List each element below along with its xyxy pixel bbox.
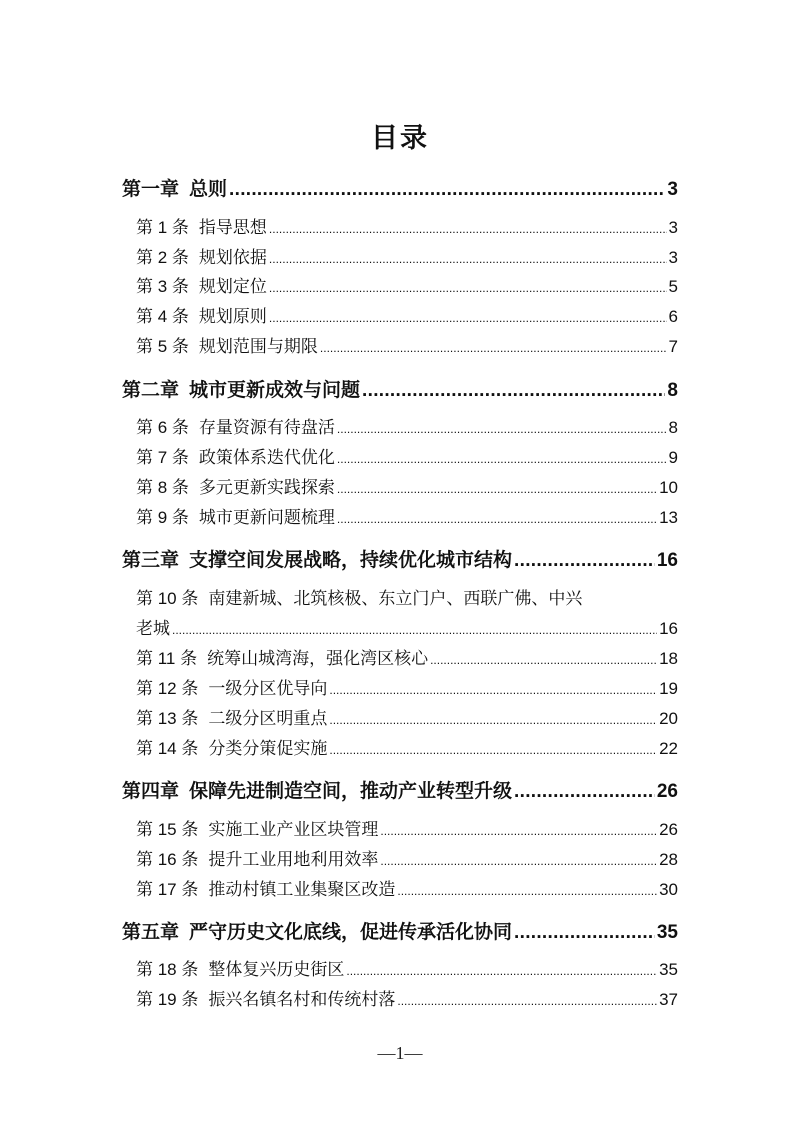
article-number: 第 18 条	[136, 960, 199, 979]
article-page-number: 7	[668, 337, 678, 356]
dot-leader	[430, 653, 657, 667]
chapter-name: 保障先进制造空间，推动产业转型升级	[189, 781, 513, 802]
article-name: 规划原则	[198, 307, 267, 326]
article-title	[136, 302, 267, 327]
article-number: 第 8 条	[136, 478, 189, 497]
dot-leader	[329, 743, 657, 757]
article-name: 分类分策促实施	[208, 739, 328, 758]
article-name: 规划范围与期限	[198, 337, 318, 356]
article-number: 第 16 条	[136, 850, 199, 869]
dot-leader	[337, 452, 667, 466]
chapter-name: 城市更新成效与问题	[189, 380, 361, 401]
article-title	[136, 473, 335, 498]
page-title: 目录	[371, 123, 429, 153]
article-title	[136, 272, 267, 297]
article-title	[136, 413, 335, 438]
article-name-continuation: 老城	[136, 619, 170, 638]
article-page-number: 22	[659, 739, 678, 758]
article-number: 第 11 条	[136, 649, 198, 668]
dot-leader	[269, 311, 667, 325]
toc-article-entry[interactable]	[122, 413, 678, 438]
chapter-title	[122, 174, 227, 201]
article-name: 存量资源有待盘活	[198, 418, 335, 437]
article-number: 第 13 条	[136, 709, 199, 728]
toc-article-entry[interactable]	[122, 815, 678, 840]
article-name: 提升工业用地利用效率	[208, 850, 379, 869]
article-number: 第 19 条	[136, 990, 199, 1009]
article-title	[136, 584, 582, 609]
toc-article-entry[interactable]	[122, 674, 678, 699]
chapter-title	[122, 776, 512, 803]
toc-article-entry[interactable]	[122, 845, 678, 870]
article-number: 第 9 条	[136, 508, 189, 527]
dot-leader	[362, 380, 665, 402]
article-title	[136, 845, 378, 870]
dot-leader	[380, 854, 657, 868]
article-number: 第 12 条	[136, 679, 199, 698]
toc-article-entry[interactable]	[122, 644, 678, 669]
article-number: 第 17 条	[136, 880, 199, 899]
article-name: 城市更新问题梳理	[198, 508, 335, 527]
article-page-number: 10	[659, 478, 678, 497]
article-title	[136, 674, 327, 699]
article-title	[136, 704, 327, 729]
toc-article-entry[interactable]	[122, 473, 678, 498]
chapter-title	[122, 545, 512, 572]
article-title	[136, 644, 428, 669]
dot-leader	[346, 964, 657, 978]
toc-article-entry[interactable]	[122, 734, 678, 759]
article-title	[136, 332, 318, 357]
article-name: 实施工业产业区块管理	[208, 820, 379, 839]
article-title	[136, 213, 267, 238]
toc-article-entry-continuation[interactable]	[122, 614, 678, 639]
toc-article-entry[interactable]	[122, 332, 678, 357]
article-name: 一级分区优导向	[208, 679, 328, 698]
article-title	[136, 985, 395, 1010]
article-number: 第 1 条	[136, 218, 189, 237]
article-number: 第 15 条	[136, 820, 199, 839]
article-name: 南建新城、北筑核极、东立门户、西联广佛、中兴	[208, 589, 583, 608]
article-page-number: 28	[659, 850, 678, 869]
dot-leader	[269, 281, 667, 295]
article-page-number: 9	[668, 448, 678, 467]
article-title	[136, 734, 327, 759]
dot-leader	[269, 252, 667, 266]
toc-article-entry[interactable]	[122, 875, 678, 900]
article-page-number: 37	[659, 990, 678, 1009]
toc-article-entry[interactable]	[122, 955, 678, 980]
article-name: 规划定位	[198, 277, 267, 296]
dot-leader	[380, 824, 657, 838]
dot-leader	[397, 884, 657, 898]
article-number: 第 6 条	[136, 418, 189, 437]
toc-chapter-entry[interactable]	[122, 917, 678, 944]
article-page-number: 16	[659, 619, 678, 638]
dot-leader	[269, 222, 667, 236]
article-page-number: 5	[668, 277, 678, 296]
dot-leader	[514, 550, 655, 572]
article-number: 第 10 条	[136, 589, 199, 608]
article-name: 推动村镇工业集聚区改造	[208, 880, 396, 899]
toc-article-entry[interactable]	[122, 272, 678, 297]
toc-article-entry[interactable]	[122, 213, 678, 238]
article-page-number: 19	[659, 679, 678, 698]
toc-article-entry[interactable]	[122, 704, 678, 729]
toc-article-entry[interactable]	[122, 443, 678, 468]
article-page-number: 30	[659, 880, 678, 899]
dot-leader	[320, 341, 667, 355]
article-page-number: 3	[668, 218, 678, 237]
toc-article-entry[interactable]	[122, 302, 678, 327]
article-title	[136, 443, 335, 468]
chapter-page-number: 26	[656, 781, 678, 802]
article-name: 统筹山城湾海，强化湾区核心	[207, 649, 429, 668]
article-name: 整体复兴历史街区	[208, 960, 345, 979]
article-page-number: 18	[659, 649, 678, 668]
article-title	[136, 503, 335, 528]
article-name: 指导思想	[198, 218, 267, 237]
dot-leader	[229, 179, 665, 201]
article-name: 规划依据	[198, 248, 267, 267]
chapter-number: 第三章	[122, 550, 180, 571]
article-page-number: 20	[659, 709, 678, 728]
article-title	[136, 815, 378, 840]
article-page-number: 35	[659, 960, 678, 979]
dot-leader	[337, 512, 657, 526]
dot-leader	[337, 422, 667, 436]
article-number: 第 7 条	[136, 448, 189, 467]
chapter-name: 总则	[189, 179, 228, 200]
article-page-number: 13	[659, 508, 678, 527]
chapter-page-number: 3	[667, 179, 678, 200]
dot-leader	[514, 781, 655, 803]
chapter-name: 严守历史文化底线，促进传承活化协同	[189, 922, 513, 943]
chapter-page-number: 8	[667, 380, 678, 401]
article-number: 第 5 条	[136, 337, 189, 356]
dot-leader	[172, 623, 657, 637]
chapter-page-number: 16	[656, 550, 678, 571]
dot-leader	[329, 683, 657, 697]
article-page-number: 6	[668, 307, 678, 326]
chapter-name: 支撑空间发展战略，持续优化城市结构	[189, 550, 513, 571]
article-title	[136, 875, 395, 900]
article-name: 多元更新实践探索	[198, 478, 335, 497]
toc-article-entry[interactable]	[122, 503, 678, 528]
page-number: —1—	[377, 1043, 423, 1063]
dot-leader	[329, 713, 657, 727]
article-title	[136, 955, 344, 980]
chapter-page-number: 35	[656, 922, 678, 943]
article-name: 振兴名镇名村和传统村落	[208, 990, 396, 1009]
toc-chapter-entry[interactable]	[122, 375, 678, 402]
article-number: 第 14 条	[136, 739, 199, 758]
chapter-number: 第一章	[122, 179, 180, 200]
article-name: 政策体系迭代优化	[198, 448, 335, 467]
chapter-number: 第四章	[122, 781, 180, 802]
toc-chapter-entry[interactable]	[122, 174, 678, 201]
dot-leader	[514, 922, 655, 944]
article-page-number: 26	[659, 820, 678, 839]
article-name: 二级分区明重点	[208, 709, 328, 728]
toc-chapter-entry[interactable]	[122, 545, 678, 572]
article-page-number: 3	[668, 248, 678, 267]
article-title	[136, 243, 267, 268]
article-number: 第 2 条	[136, 248, 189, 267]
toc-article-entry[interactable]	[122, 985, 678, 1010]
article-number: 第 3 条	[136, 277, 189, 296]
toc-article-entry[interactable]	[122, 243, 678, 268]
toc-article-entry[interactable]	[122, 584, 678, 609]
chapter-number: 第五章	[122, 922, 180, 943]
article-number: 第 4 条	[136, 307, 189, 326]
chapter-title	[122, 375, 360, 402]
toc-chapter-entry[interactable]	[122, 776, 678, 803]
dot-leader	[397, 994, 657, 1008]
chapter-title	[122, 917, 512, 944]
dot-leader	[337, 482, 657, 496]
article-page-number: 8	[668, 418, 678, 437]
chapter-number: 第二章	[122, 380, 180, 401]
